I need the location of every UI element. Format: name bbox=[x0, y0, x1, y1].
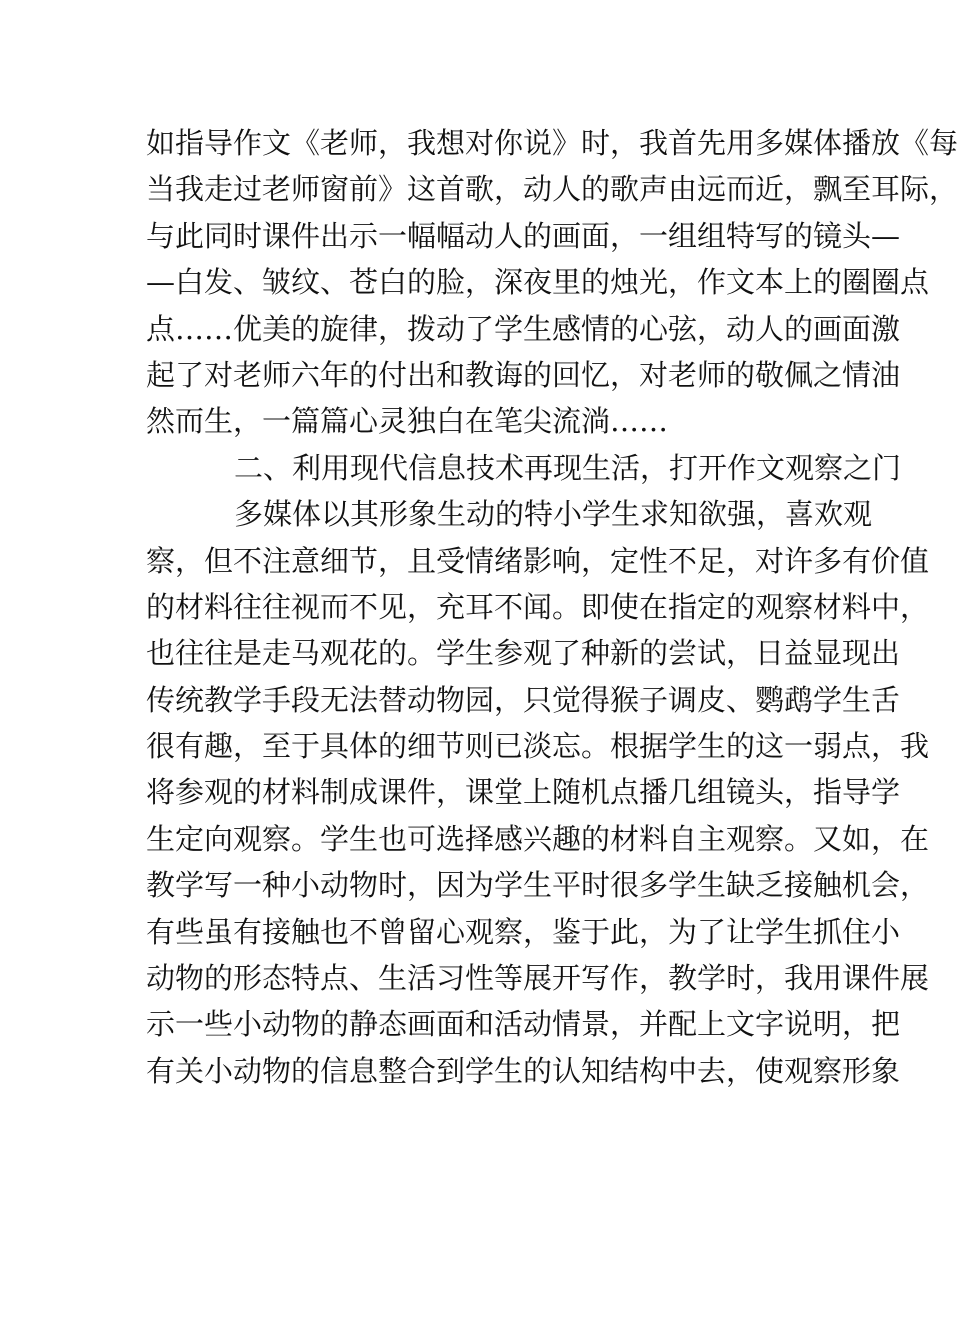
paragraph-line: 将参观的材料制成课件，课堂上随机点播几组镜头，指导学 bbox=[146, 775, 901, 810]
section-heading bbox=[146, 445, 902, 491]
document-body bbox=[146, 120, 958, 1094]
paragraph-line: 生定向观察。学生也可选择感兴趣的材料自主观察。又如，在 bbox=[146, 821, 930, 856]
paragraph-line: 然而生，一篇篇心灵独白在笔尖流淌…… bbox=[146, 404, 669, 439]
section-heading-text: 二、利用现代信息技术再现生活，打开作文观察之门 bbox=[234, 450, 902, 485]
paragraph-line: 动物的形态特点、生活习性等展开写作，教学时，我用课件展 bbox=[146, 961, 930, 996]
paragraph-line: 很有趣，至于具体的细节则已淡忘。根据学生的这一弱点，我 bbox=[146, 729, 930, 764]
paragraph-line: 与此同时课件出示一幅幅动人的画面，一组组特写的镜头— bbox=[146, 218, 901, 253]
paragraph-line: 教学写一种小动物时，因为学生平时很多学生缺乏接触机会， bbox=[146, 868, 930, 903]
paragraph-line: 起了对老师六年的付出和教诲的回忆，对老师的敬佩之情油 bbox=[146, 357, 901, 392]
paragraph-line: 点……优美的旋律，拨动了学生感情的心弦，动人的画面激 bbox=[146, 311, 901, 346]
paragraph-observation bbox=[146, 491, 930, 1094]
paragraph-line: 当我走过老师窗前》这首歌，动人的歌声由远而近，飘至耳际， bbox=[146, 172, 958, 207]
paragraph-line: 示一些小动物的静态画面和活动情景，并配上文字说明，把 bbox=[146, 1007, 901, 1042]
paragraph-line: 传统教学手段无法替动物园，只觉得猴子调皮、鹦鹉学生舌 bbox=[146, 682, 901, 717]
paragraph-line: 有些虽有接触也不曾留心观察，鉴于此，为了让学生抓住小 bbox=[146, 914, 901, 949]
paragraph-line: 也往往是走马观花的。学生参观了种新的尝试，日益显现出 bbox=[146, 636, 901, 671]
paragraph-line: —白发、皱纹、苍白的脸，深夜里的烛光，作文本上的圈圈点 bbox=[146, 265, 930, 300]
paragraph-line: 多媒体以其形象生动的特小学生求知欲强，喜欢观 bbox=[234, 497, 873, 532]
paragraph-line: 有关小动物的信息整合到学生的认知结构中去，使观察形象 bbox=[146, 1053, 901, 1088]
paragraph-example-letter-to-teacher bbox=[146, 120, 958, 445]
paragraph-line: 如指导作文《老师，我想对你说》时，我首先用多媒体播放《每 bbox=[146, 126, 958, 160]
paragraph-line: 的材料往往视而不见，充耳不闻。即使在指定的观察材料中， bbox=[146, 589, 930, 624]
paragraph-line: 察，但不注意细节，且受情绪影响，定性不足，对许多有价值 bbox=[146, 543, 930, 578]
